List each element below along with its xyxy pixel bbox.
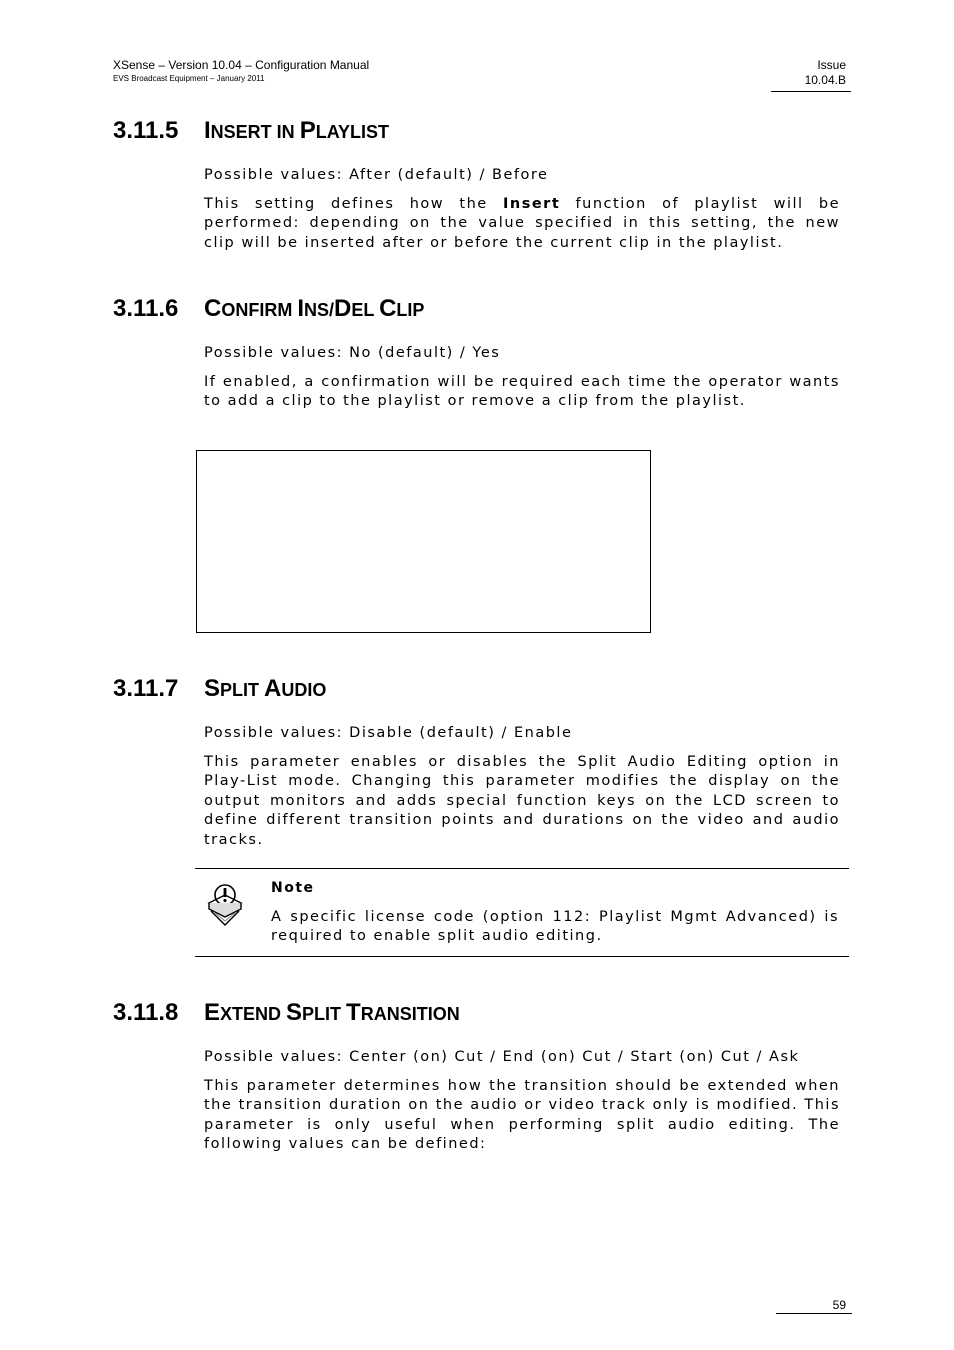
- heading-smallcaps: UDIO: [281, 680, 327, 700]
- heading-cap: T: [346, 999, 361, 1026]
- section-body: If enabled, a confirmation will be required each time the operator wants to add a clip to the playlist or remove a clip from the playlist.: [204, 374, 840, 410]
- section-body: [204, 195, 840, 253]
- heading-smallcaps: PLIT: [220, 680, 265, 700]
- heading-cap: C: [379, 295, 397, 322]
- section-number: 3.11.7: [113, 675, 179, 702]
- possible-values: Possible values: Disable (default) / Enable: [204, 725, 573, 741]
- document-title: XSense – Version 10.04 – Configuration Manual: [113, 58, 370, 72]
- heading-insert-in-playlist: [113, 117, 389, 146]
- document-subtitle: EVS Broadcast Equipment – January 2011: [113, 74, 265, 83]
- section-number: 3.11.5: [113, 117, 179, 144]
- body-bold-term: Insert: [503, 196, 561, 212]
- heading-smallcaps: NSERT IN: [210, 122, 300, 142]
- heading-cap: I: [297, 295, 305, 322]
- issue-label: Issue: [817, 58, 846, 72]
- issue-block: [805, 58, 846, 88]
- heading-cap: S: [204, 675, 221, 702]
- heading-split-audio: [113, 675, 326, 704]
- possible-values: Possible values: Center (on) Cut / End (on) Cut / Start (on) Cut / Ask: [204, 1049, 800, 1065]
- note-title: Note: [271, 880, 315, 896]
- possible-values: Possible values: No (default) / Yes: [204, 345, 501, 361]
- heading-cap: E: [204, 999, 221, 1026]
- issue-value: 10.04.B: [804, 73, 846, 87]
- heading-smallcaps: PLIT: [302, 1004, 347, 1024]
- heading-smallcaps: EL: [351, 300, 380, 320]
- header-rule: [771, 91, 851, 92]
- heading-cap: D: [334, 295, 352, 322]
- note-text: A specific license code (option 112: Playlist Mgmt Advanced) is required to enable split audio editing.: [271, 909, 839, 945]
- heading-cap: I: [204, 117, 211, 144]
- body-text: This setting defines how the: [204, 196, 503, 212]
- heading-cap: P: [299, 117, 316, 144]
- page-number: 59: [832, 1298, 846, 1312]
- heading-cap: A: [264, 675, 282, 702]
- screenshot-frame: [196, 450, 651, 633]
- warning-note-icon: [205, 879, 245, 929]
- section-number: 3.11.8: [113, 999, 179, 1026]
- heading-cap: C: [204, 295, 222, 322]
- note-box: [195, 868, 849, 957]
- heading-confirm-ins-del-clip: [113, 295, 424, 324]
- footer-rule: [776, 1313, 852, 1314]
- heading-smallcaps: XTEND: [220, 1004, 287, 1024]
- possible-values: Possible values: After (default) / Before: [204, 167, 549, 183]
- heading-smallcaps: LAYLIST: [315, 122, 390, 142]
- body-text: function of playlist will be performed: depending on the value specified in this setting, the new clip will be inserted after or before the current clip in the playlist.: [204, 196, 840, 251]
- section-body: This parameter enables or disables the Split Audio Editing option in Play-List mode. Changing this parameter modifies the display on the output monitors and adds special function keys on the LCD screen to define different transition points and durations on the video and audio tracks.: [204, 754, 840, 848]
- heading-smallcaps: LIP: [396, 300, 425, 320]
- heading-extend-split-transition: [113, 999, 460, 1028]
- section-body: This parameter determines how the transition should be extended when the transition duration on the audio or video track only is modified. This parameter is only useful when performing split audio editing. The following values can be defined:: [204, 1078, 840, 1153]
- running-header: [113, 58, 369, 84]
- section-number: 3.11.6: [113, 295, 179, 322]
- heading-cap: S: [286, 999, 303, 1026]
- heading-smallcaps: NS/: [304, 300, 335, 320]
- heading-smallcaps: RANSITION: [360, 1004, 460, 1024]
- heading-smallcaps: ONFIRM: [221, 300, 298, 320]
